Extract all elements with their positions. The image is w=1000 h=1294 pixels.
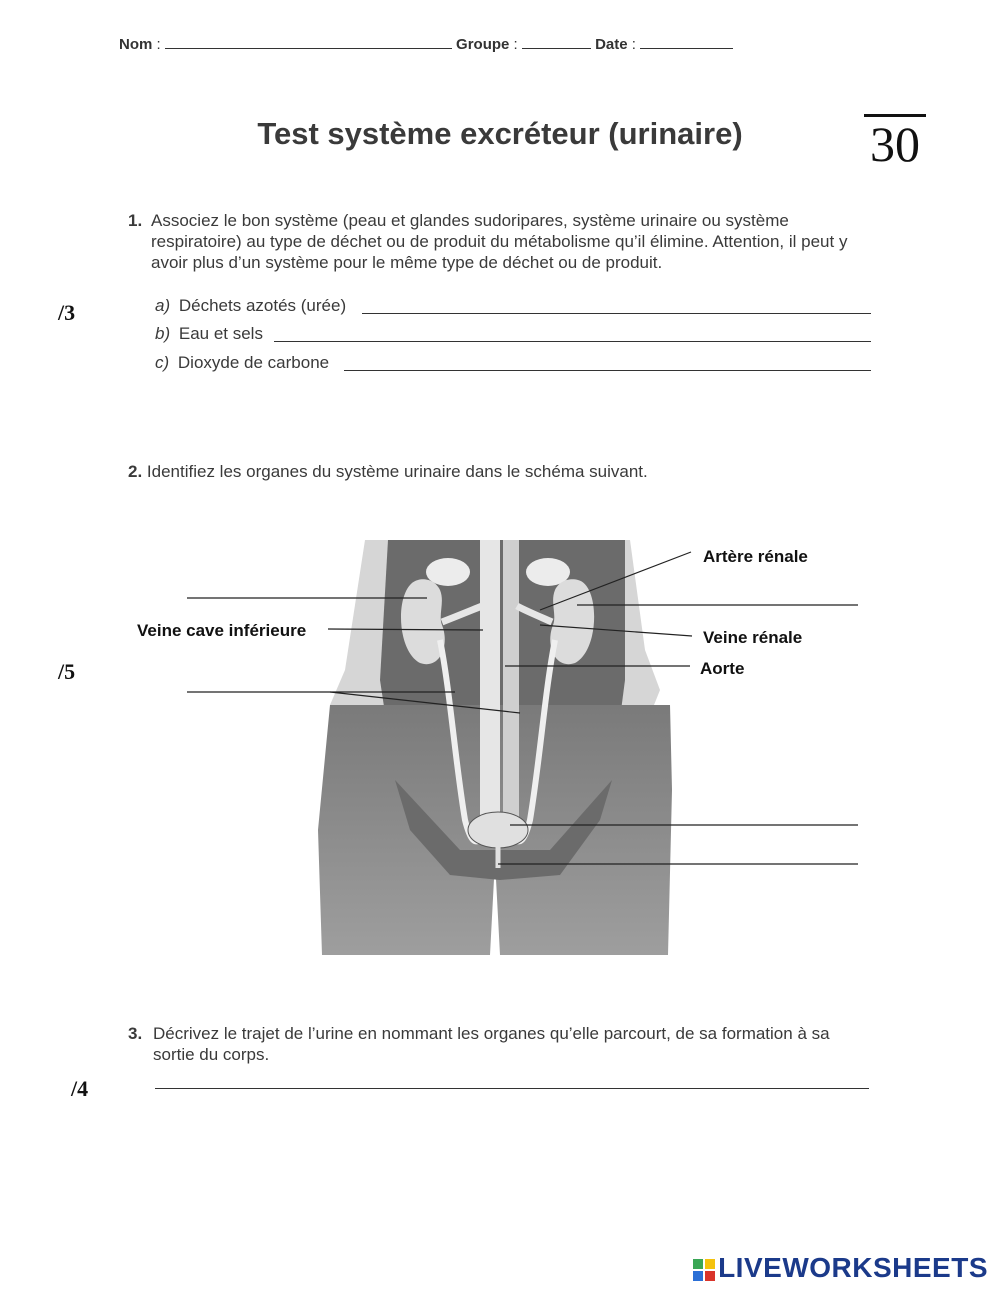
question-3 bbox=[128, 1023, 848, 1065]
q1-item-c-text: Dioxyde de carbone bbox=[177, 353, 330, 372]
q3-text: Décrivez le trajet de l’urine en nommant les organes qu’elle parcourt, de sa formation à sa sortie du corps. bbox=[153, 1024, 830, 1064]
nom-field[interactable] bbox=[165, 47, 452, 49]
page-title: Test système excréteur (urinaire) bbox=[257, 116, 743, 151]
leader-artere bbox=[540, 552, 691, 610]
label-artere-renale: Artère rénale bbox=[703, 547, 808, 566]
label-veine-cave: Veine cave inférieure bbox=[137, 621, 307, 640]
q3-points: /4 bbox=[71, 1076, 89, 1101]
liveworksheets-logo bbox=[693, 1252, 988, 1284]
label-veine-renale: Veine rénale bbox=[703, 628, 803, 647]
groupe-sep: : bbox=[513, 36, 518, 53]
q1-points: /3 bbox=[58, 300, 76, 325]
date-sep: : bbox=[631, 36, 636, 53]
q1-item-c bbox=[155, 353, 329, 373]
question-2 bbox=[128, 461, 648, 482]
date-field[interactable] bbox=[640, 47, 733, 49]
header-line bbox=[119, 36, 733, 53]
q2-text: Identifiez les organes du système urinaire dans le schéma suivant. bbox=[146, 462, 648, 481]
diagram-leader-lines bbox=[0, 530, 1000, 890]
q1-item-b bbox=[155, 324, 263, 344]
groupe-field[interactable] bbox=[522, 47, 591, 49]
q1-item-c-letter: c) bbox=[155, 353, 170, 372]
nom-sep: : bbox=[156, 36, 161, 53]
q2-points: /5 bbox=[58, 659, 76, 684]
question-1 bbox=[128, 210, 878, 273]
nom-label: Nom bbox=[119, 36, 153, 53]
q1-answer-b[interactable] bbox=[274, 341, 871, 342]
q3-answer-line[interactable] bbox=[155, 1088, 869, 1089]
q1-answer-a[interactable] bbox=[362, 313, 871, 314]
groupe-label: Groupe bbox=[456, 36, 510, 53]
leader-veine-renale bbox=[540, 625, 692, 636]
liveworksheets-mark-icon bbox=[693, 1259, 715, 1281]
q1-item-a-text: Déchets azotés (urée) bbox=[178, 296, 347, 315]
q1-answer-c[interactable] bbox=[344, 370, 871, 371]
q2-number: 2. bbox=[128, 462, 143, 481]
date-label: Date bbox=[595, 36, 628, 53]
leader-veine-cave bbox=[328, 629, 483, 630]
q1-text: Associez le bon système (peau et glandes sudoripares, système urinaire ou système respiratoire) au type de déchet ou de produit du métabolisme qu’il élimine. Attention, il peut y avoir plus d’un système pour le même type de déchet ou de produit. bbox=[151, 211, 848, 272]
total-score: 30 bbox=[864, 114, 926, 172]
q1-item-a bbox=[155, 296, 346, 316]
q1-item-b-letter: b) bbox=[155, 324, 171, 343]
label-aorte: Aorte bbox=[700, 659, 745, 678]
q1-item-b-text: Eau et sels bbox=[178, 324, 263, 343]
q3-number: 3. bbox=[128, 1024, 143, 1043]
liveworksheets-text: LIVEWORKSHEETS bbox=[718, 1252, 988, 1283]
q1-number: 1. bbox=[128, 211, 143, 230]
blank-line-2-pointer bbox=[330, 692, 520, 713]
q1-item-a-letter: a) bbox=[155, 296, 171, 315]
